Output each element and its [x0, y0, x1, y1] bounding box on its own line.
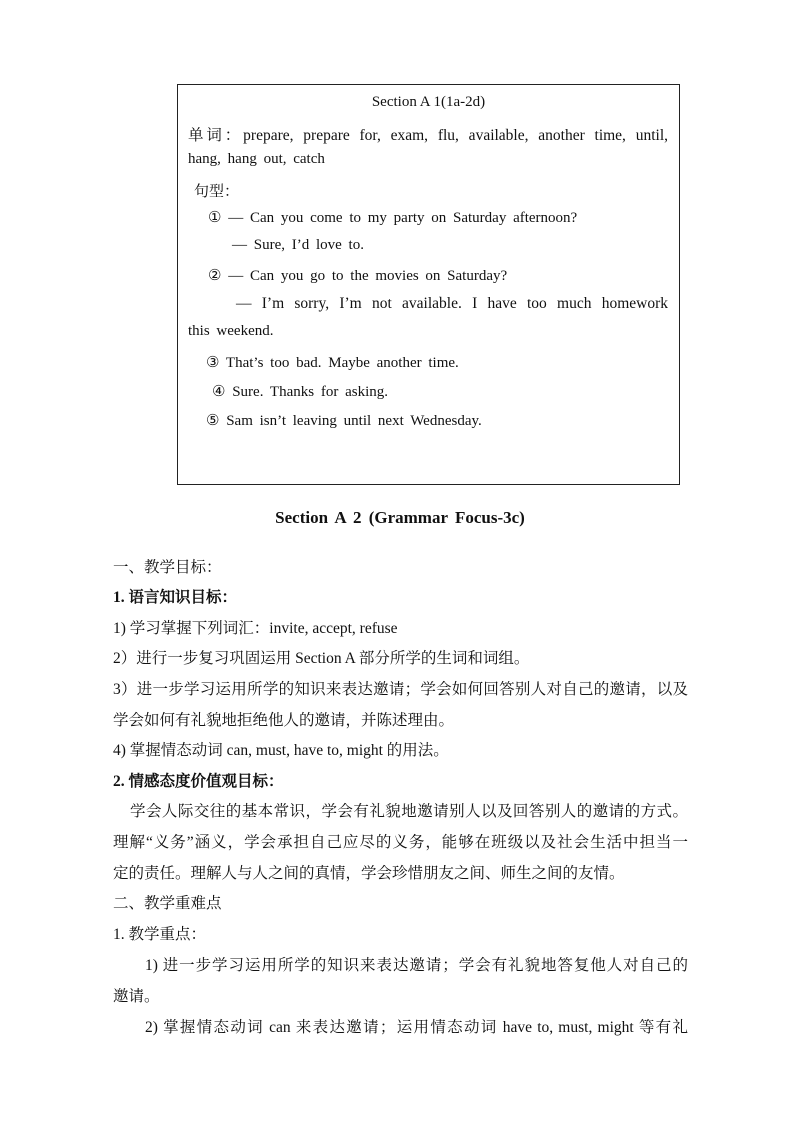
sentence-2a: ② — Can you go to the movies on Saturday? — [208, 268, 508, 284]
heading-language-goals: 1. 语言知识目标： — [113, 589, 238, 606]
heading-key-points: 二、教学重难点 — [113, 895, 222, 912]
sentence-3: ③ That’s too bad. Maybe another time. — [206, 355, 459, 371]
goal-item-3a: 3）进一步学习运用所学的知识来表达邀请；学会如何回答别人对自己的邀请，以及 — [113, 681, 688, 698]
emotion-line-3: 定的责任。理解人与人之间的真情，学会珍惜朋友之间、师生之间的友情。 — [113, 865, 625, 882]
goal-item-4: 4) 掌握情态动词 can, must, have to, might 的用法。 — [113, 742, 449, 759]
sentence-1a: ① — Can you come to my party on Saturday afternoon? — [208, 210, 578, 226]
vocab-line-1: 单词：prepare, prepare for, exam, flu, available, another time, until, — [188, 127, 668, 144]
focus-item-1a: 1) 进一步学习运用所学的知识来表达邀请；学会有礼貌地答复他人对自己的 — [145, 957, 688, 974]
vocab-line-2: hang, hang out, catch — [188, 151, 325, 167]
heading-objectives: 一、教学目标： — [113, 559, 222, 576]
box-title: Section A 1(1a-2d) — [371, 94, 486, 110]
sentence-5: ⑤ Sam isn’t leaving until next Wednesday. — [206, 413, 482, 429]
heading-emotional-goals: 2. 情感态度价值观目标： — [113, 773, 284, 790]
focus-item-1b: 邀请。 — [113, 988, 160, 1005]
sentence-1b: — Sure, I’d love to. — [232, 237, 364, 253]
goal-item-1: 1) 学习掌握下列词汇：invite, accept, refuse — [113, 620, 398, 637]
emotion-line-1: 学会人际交往的基本常识，学会有礼貌地邀请别人以及回答别人的邀请的方式。 — [130, 803, 688, 820]
sentence-4: ④ Sure. Thanks for asking. — [212, 384, 388, 400]
section-title: Section A 2 (Grammar Focus-3c) — [275, 508, 525, 527]
goal-item-3b: 学会如何有礼貌地拒绝他人的邀请，并陈述理由。 — [113, 712, 455, 729]
sentence-2b: — I’m sorry, I’m not available. I have too much homework — [236, 295, 668, 312]
emotion-line-2: 理解“义务”涵义，学会承担自己应尽的义务，能够在班级以及社会生活中担当一 — [113, 834, 688, 851]
summary-box — [177, 84, 680, 485]
heading-teaching-focus: 1. 教学重点： — [113, 926, 207, 943]
sentence-2c: this weekend. — [188, 323, 274, 339]
sentence-label: 句型： — [194, 184, 240, 200]
goal-item-2: 2）进行一步复习巩固运用 Section A 部分所学的生词和词组。 — [113, 650, 530, 667]
focus-item-2a: 2) 掌握情态动词 can 来表达邀请；运用情态动词 have to, must, might 等有礼 — [145, 1019, 688, 1036]
